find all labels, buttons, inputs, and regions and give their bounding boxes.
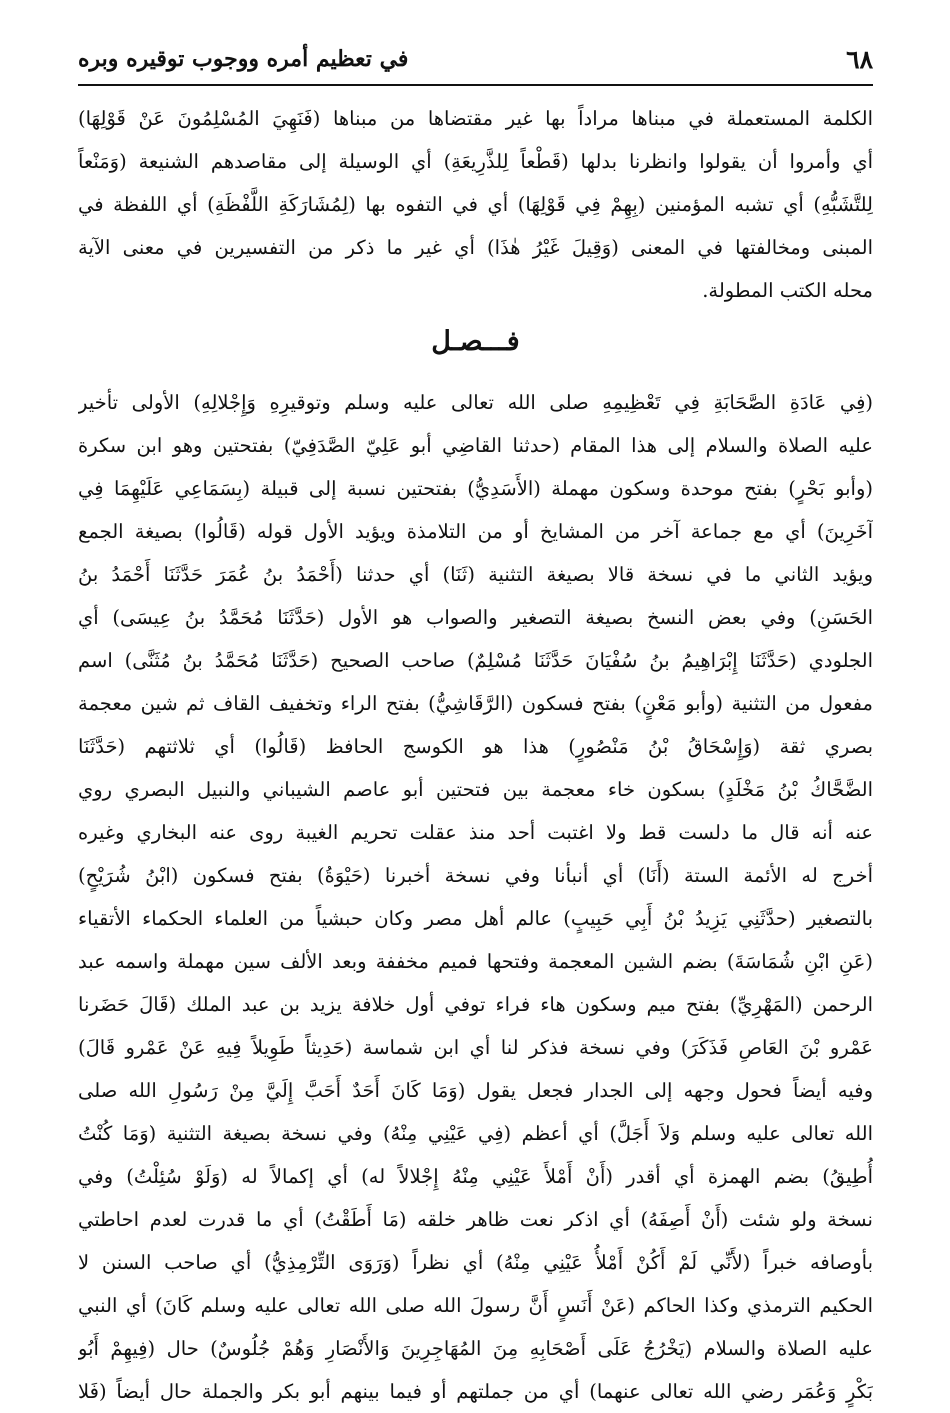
page-number: ٦٨ bbox=[846, 44, 873, 74]
text-line: عَمْرو بْنَ العَاصِ فَذَكَرَ) وفي نسخة فذكر لنا أي ابن شماسة (حَدِيثاً طَوِيلاً فِيهِ عَنْ عَمْرو قَالَ) bbox=[78, 1036, 873, 1059]
text-line: الضَّحَّاكُ بْنُ مَخْلَدٍ) بسكون خاء معجمة بين فتحتين أبو عاصم الشيباني والنبيل البصري روي bbox=[78, 778, 873, 801]
section-title: فـــصـل bbox=[431, 326, 520, 357]
text-line: الحكيم الترمذي وكذا الحاكم (عَنْ أَنَسٍ أَنَّ رسولَ الله صلى الله تعالى عليه وسلم كَانَ) أي النبي bbox=[78, 1294, 873, 1317]
text-line: عليه الصلاة والسلام (يَخْرُجُ عَلَى أَصْحَابِهِ مِنَ المُهَاجِرِينَ وَالأَنْصَارِ وَهُمْ جُلُوسٌ) حال (فِيهِمْ أَبُو bbox=[78, 1337, 873, 1360]
text-line: الرحمن (المَهْرِيِّ) بفتح ميم وسكون هاء فراء توفي أول خلافة يزيد بن عبد الملك (قَالَ حَضَرنا bbox=[78, 993, 873, 1016]
text-line: الله تعالى عليه وسلم وَلاَ أَجَلَّ) أي أعظم (فِي عَيْنِي مِنْهُ) وفي نسخة بصيغة التثنية (وَمَا كُنْتُ bbox=[78, 1122, 873, 1145]
paragraph-1 bbox=[78, 97, 873, 312]
text-line: الكلمة المستعملة في مبناها مراداً بها غير مقتضاها من مبناها (فَنَهِيَ المُسْلِمُونَ عَنْ قَوْلِهَا) bbox=[78, 107, 873, 130]
text-line: بأوصافه خبراً (لأَنِّي لَمْ أَكُنْ أَمْلأُ عَيْنِي مِنْهُ) أي نظراً (وَرَوَى التِّرْمِذِيُّ) أي صاحب السنن لا bbox=[78, 1251, 873, 1274]
running-title: في تعظيم أمره ووجوب توقيره وبره bbox=[78, 46, 409, 72]
paragraph-2 bbox=[78, 381, 873, 1413]
text-line: آخَرِينَ) أي مع جماعة آخر من المشايخ أو من التلامذة ويؤيد الأول قوله (قَالُوا) بصيغة الجمع bbox=[78, 520, 873, 543]
text-line: وفيه أيضاً فحول وجهه إلى الجدار فجعل يقول (وَمَا كَانَ أَحَدٌ أَحَبَّ إِلَيَّ مِنْ رَسُولِ الله صلى bbox=[78, 1079, 873, 1102]
text-line: أي وأمروا أن يقولوا وانظرنا بدلها (قَطْعاً لِلذَّرِيعَةِ) أي الوسيلة إلى مقاصدهم الشنيعة (وَمَنْعاً bbox=[78, 150, 873, 173]
text-line: الحَسَنِ) وفي بعض النسخ بصيغة التصغير والصواب هو الأول (حَدَّثَنَا مُحَمَّدُ بنُ عِيسَى) أي bbox=[78, 606, 873, 629]
text-line: الجلودي (حَدَّثَنَا إِبْرَاهِيمُ بنُ سُفْيَانَ حَدَّثَنَا مُسْلِمٌ) صاحب الصحيح (حَدَّثَنَا مُحَمَّدُ بنُ مُثَنَّى) اسم bbox=[78, 649, 873, 672]
text-line: مفعول من التثنية (وأبو مَعْنٍ) بفتح فسكون (الرَّقَاشِيُّ) بفتح الراء وتخفيف القاف ثم شين معجمة bbox=[78, 692, 873, 715]
page-header bbox=[78, 34, 873, 86]
text-line: ويؤيد الثاني ما في نسخة قالا بصيغة التثنية (ثَنَا) أي حدثنا (أَحْمَدُ بنُ عُمَرَ حَدَّثَنَا أَحْمَدُ بنُ bbox=[78, 563, 873, 586]
text-line: بالتصغير (حدَّثَنِي يَزِيدُ بْنُ أَبِي حَبِيبٍ) عالم أهل مصر وكان حبشياً من العلماء الحكماء الأتقياء bbox=[78, 907, 873, 930]
text-line: عنه أنه قال ما دلست قط ولا اغتبت أحد منذ عقلت تحريم الغيبة روى عنه البخاري وغيره bbox=[78, 821, 873, 844]
text-line: محله الكتب المطولة. bbox=[702, 279, 873, 302]
text-line: عليه الصلاة والسلام إلى هذا المقام (حدثنا القاضِي أبو عَلِيّ الصَّدَفِيّ) بفتحتين وهو ابن سكرة bbox=[78, 434, 873, 457]
text-line: (فِي عَادَةِ الصَّحَابَةِ فِي تَعْظِيمِهِ صلى الله تعالى عليه وسلم وتوقيرِهِ وَإِجْلالِهِ) الأولى تأخير bbox=[78, 391, 873, 414]
text-line: أُطِيقُ) بضم الهمزة أي أقدر (أَنْ أَمْلأَ عَيْنِي مِنْهُ إِجْلالاً له) أي إكمالاً له (وَلَوْ سُئِلْتُ) وفي bbox=[78, 1165, 873, 1188]
text-line: أخرج له الأئمة الستة (أَنَا) أي أنبأنا وفي نسخة أخبرنا (حَيْوَةُ) بفتح فسكون (ابْنُ شُرَيْحٍ) bbox=[78, 864, 873, 887]
section-heading bbox=[78, 326, 873, 376]
text-line: بصري ثقة (وَإِسْحَاقُ بْنُ مَنْصُورٍ) هذا هو الكوسج الحافظ (قَالُوا) أي ثلاثتهم (حَدَّثَنَا bbox=[78, 735, 873, 758]
text-line: بَكْرٍ وَعُمَر رضي الله تعالى عنهما) أي من جملتهم أو فيما بينهم أبو بكر والجملة حال أيضاً (فَلا bbox=[78, 1380, 873, 1403]
text-line: لِلتَّشَبُّهِ) أي تشبه المؤمنين (بِهِمْ فِي قَوْلِهَا) أي في التفوه بها (لِمُشَارَكَةِ اللَّفْظَةِ) أي اللفظة في bbox=[78, 193, 873, 216]
text-line: نسخة ولو شئت (أَنْ أَصِفَهُ) أي اذكر نعت ظاهر خلقه (مَا أَطَقْتُ) أي ما قدرت لعدم احاطتي bbox=[78, 1208, 873, 1231]
text-line: (عَنِ ابْنِ شُمَاسَةَ) بضم الشين المعجمة وفتحها فميم مخففة وبعد الألف سين مهملة واسمه عبد bbox=[78, 950, 873, 973]
text-line: (وأبو بَحْرٍ) بفتح موحدة وسكون مهملة (الأَسَدِيُّ) بفتحتين نسبة إلى قبيلة (بِسَمَاعِي عَلَيْهِمَا فِي bbox=[78, 477, 873, 500]
text-line: المبنى ومخالفتها في المعنى (وَقِيلَ غَيْرُ هٰذَا) أي غير ما ذكر من التفسيرين في معنى الآية bbox=[78, 236, 873, 259]
